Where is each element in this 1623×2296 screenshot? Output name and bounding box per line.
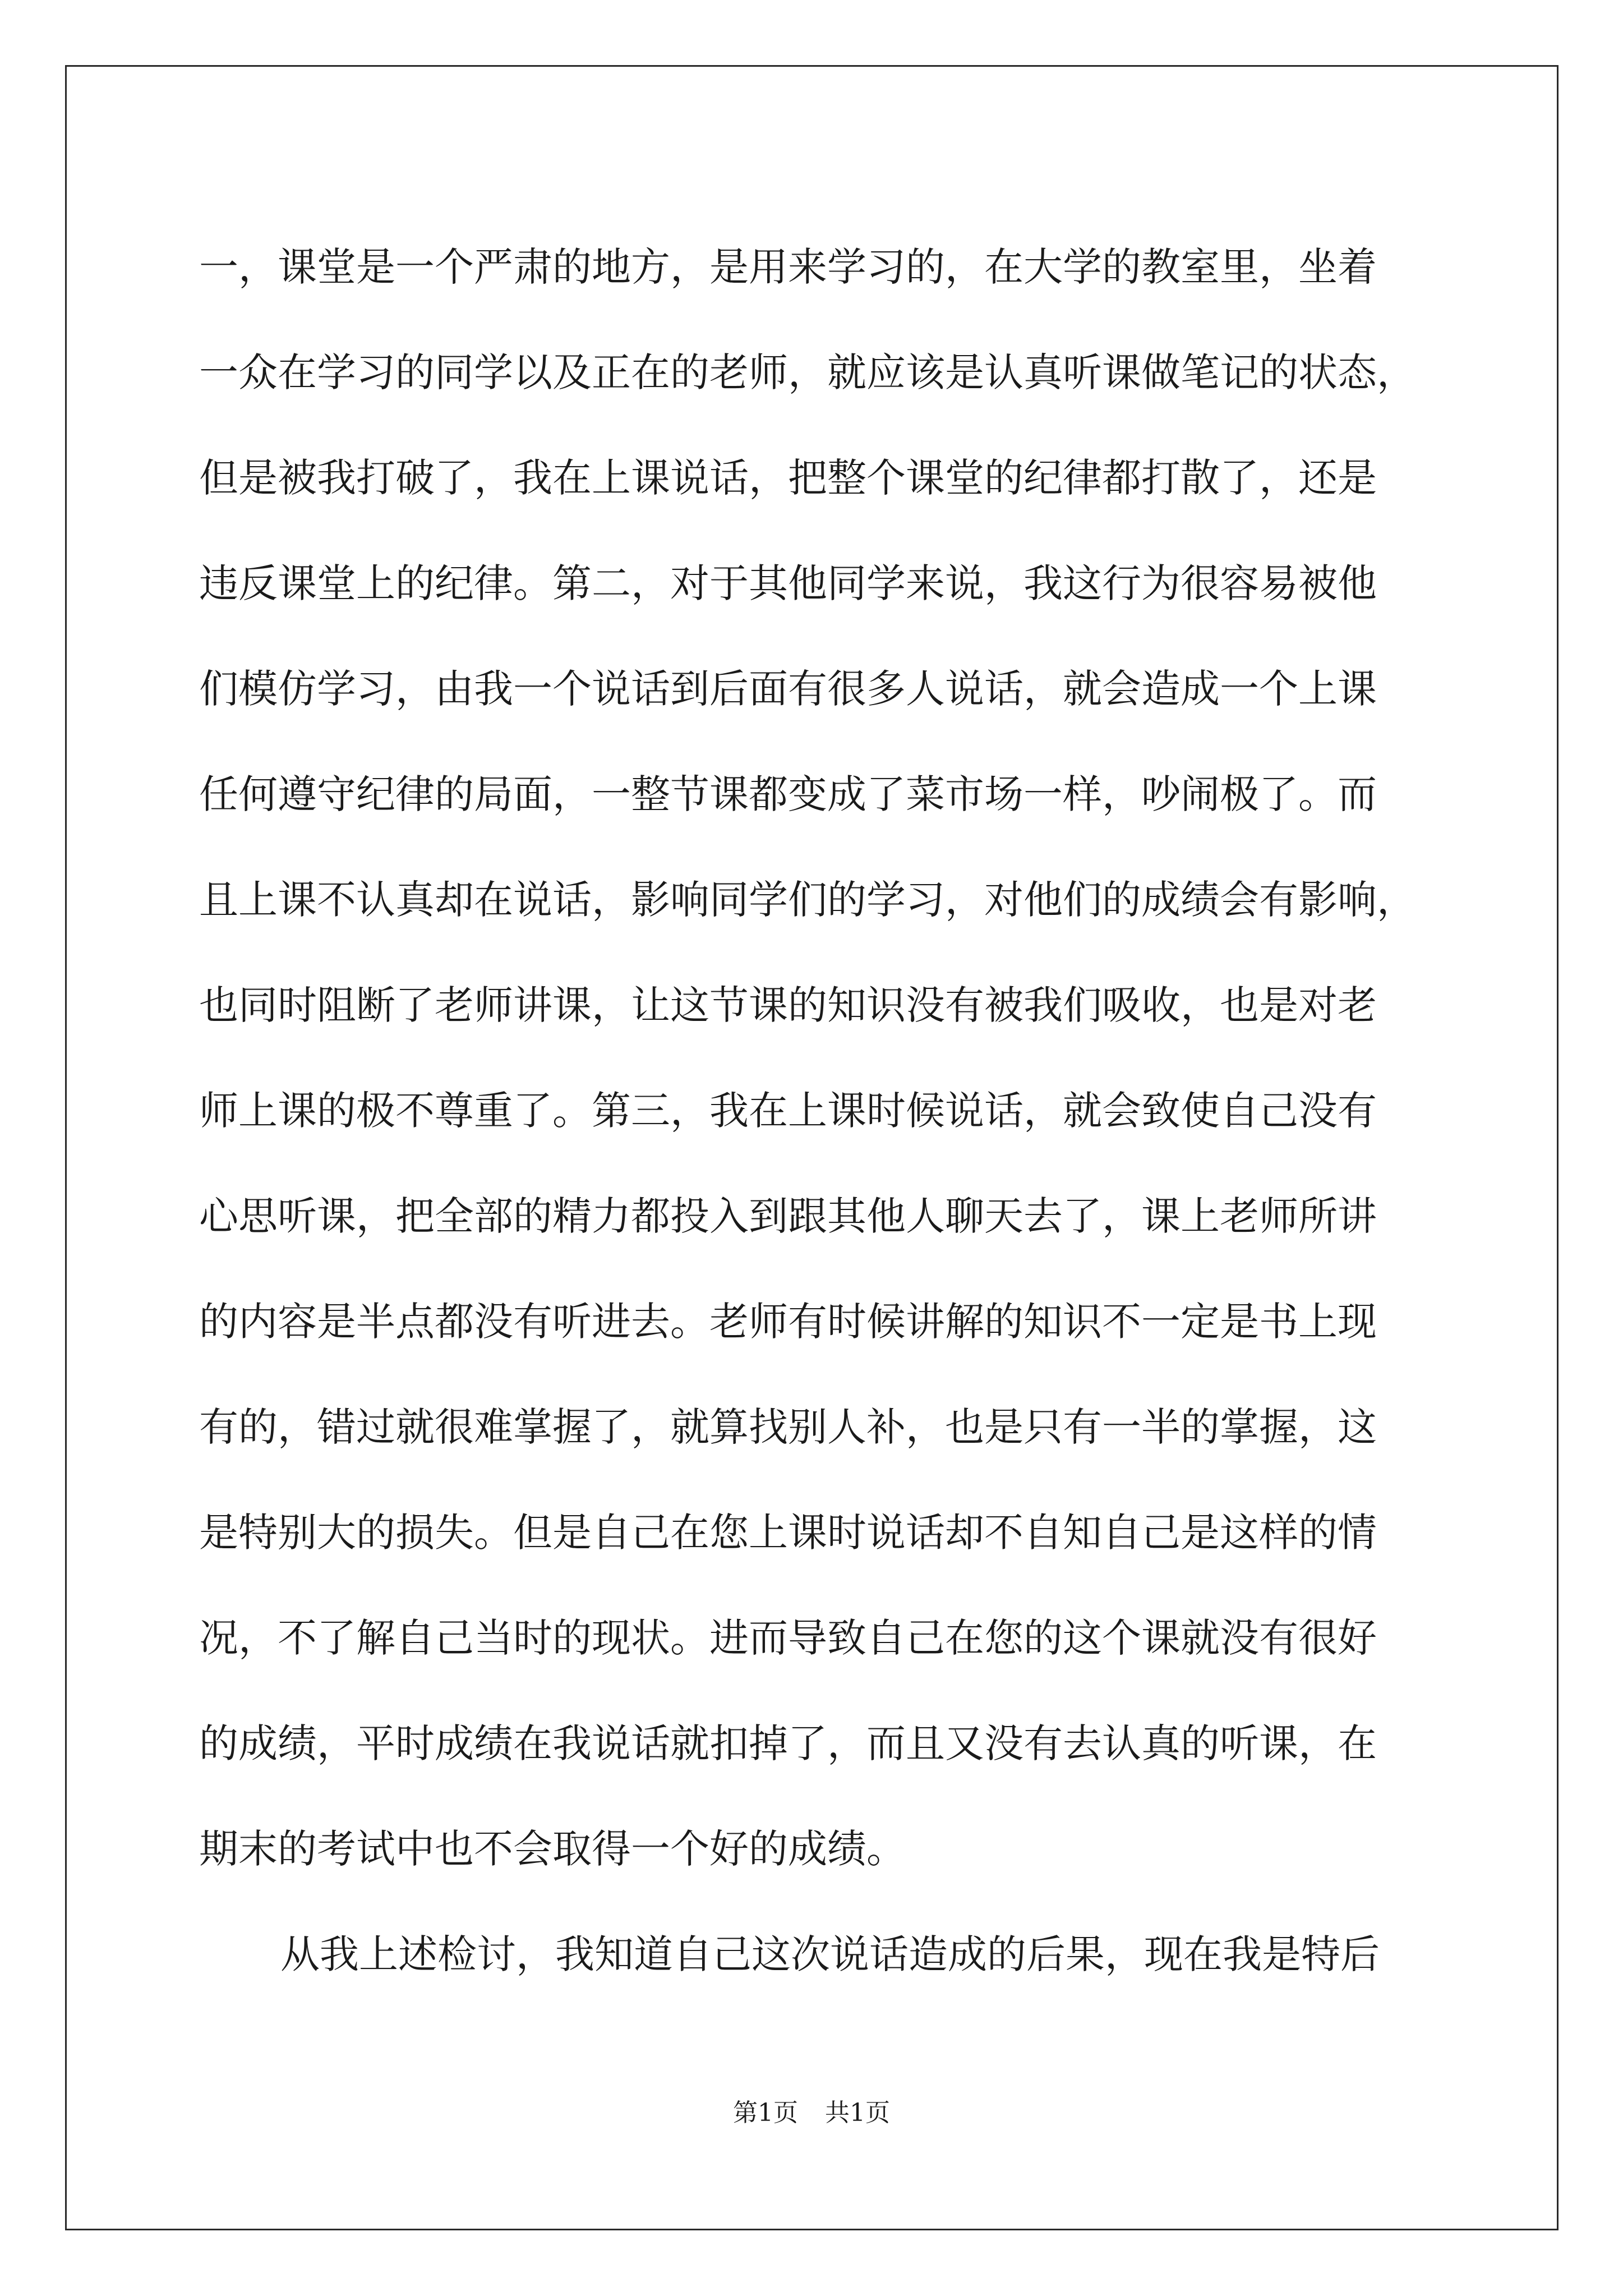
document-body	[199, 214, 1433, 2007]
text-line: 是特别大的损失。但是自己在您上课时说话却不自知自己是这样的情	[199, 1510, 1377, 1556]
text-line: 一众在学习的同学以及正在的老师，就应该是认真听课做笔记的状态，	[199, 349, 1416, 395]
text-line: 有的，错过就很难掌握了，就算找别人补，也是只有一半的掌握，这	[199, 1404, 1377, 1450]
page-footer	[0, 2092, 1623, 2128]
text-line: 的内容是半点都没有听进去。老师有时候讲解的知识不一定是书上现	[199, 1299, 1377, 1345]
text-line: 一，课堂是一个严肃的地方，是用来学习的，在大学的教室里，坐着	[199, 244, 1377, 290]
text-line: 心思听课，把全部的精力都投入到跟其他人聊天去了，课上老师所讲	[199, 1193, 1377, 1239]
text-line: 的成绩，平时成绩在我说话就扣掉了，而且又没有去认真的听课，在	[199, 1720, 1377, 1766]
page-number-current: 第1页	[733, 2099, 798, 2127]
text-line: 违反课堂上的纪律。第二，对于其他同学来说，我这行为很容易被他	[199, 560, 1377, 606]
text-line: 也同时阻断了老师讲课，让这节课的知识没有被我们吸收，也是对老	[199, 982, 1377, 1028]
text-line: 们模仿学习，由我一个说话到后面有很多人说话，就会造成一个上课	[199, 666, 1377, 712]
page-number-total: 共1页	[825, 2099, 890, 2127]
text-line: 但是被我打破了，我在上课说话，把整个课堂的纪律都打散了，还是	[199, 455, 1377, 501]
text-line-paragraph-start: 从我上述检讨，我知道自己这次说话造成的后果，现在我是特后	[280, 1931, 1380, 1977]
text-line: 期末的考试中也不会取得一个好的成绩。	[199, 1826, 906, 1872]
text-line: 况，不了解自己当时的现状。进而导致自己在您的这个课就没有很好	[199, 1615, 1377, 1661]
text-line: 任何遵守纪律的局面，一整节课都变成了菜市场一样，吵闹极了。而	[199, 771, 1377, 817]
text-line: 且上课不认真却在说话，影响同学们的学习，对他们的成绩会有影响，	[199, 877, 1416, 923]
text-line: 师上课的极不尊重了。第三，我在上课时候说话，就会致使自己没有	[199, 1088, 1377, 1134]
